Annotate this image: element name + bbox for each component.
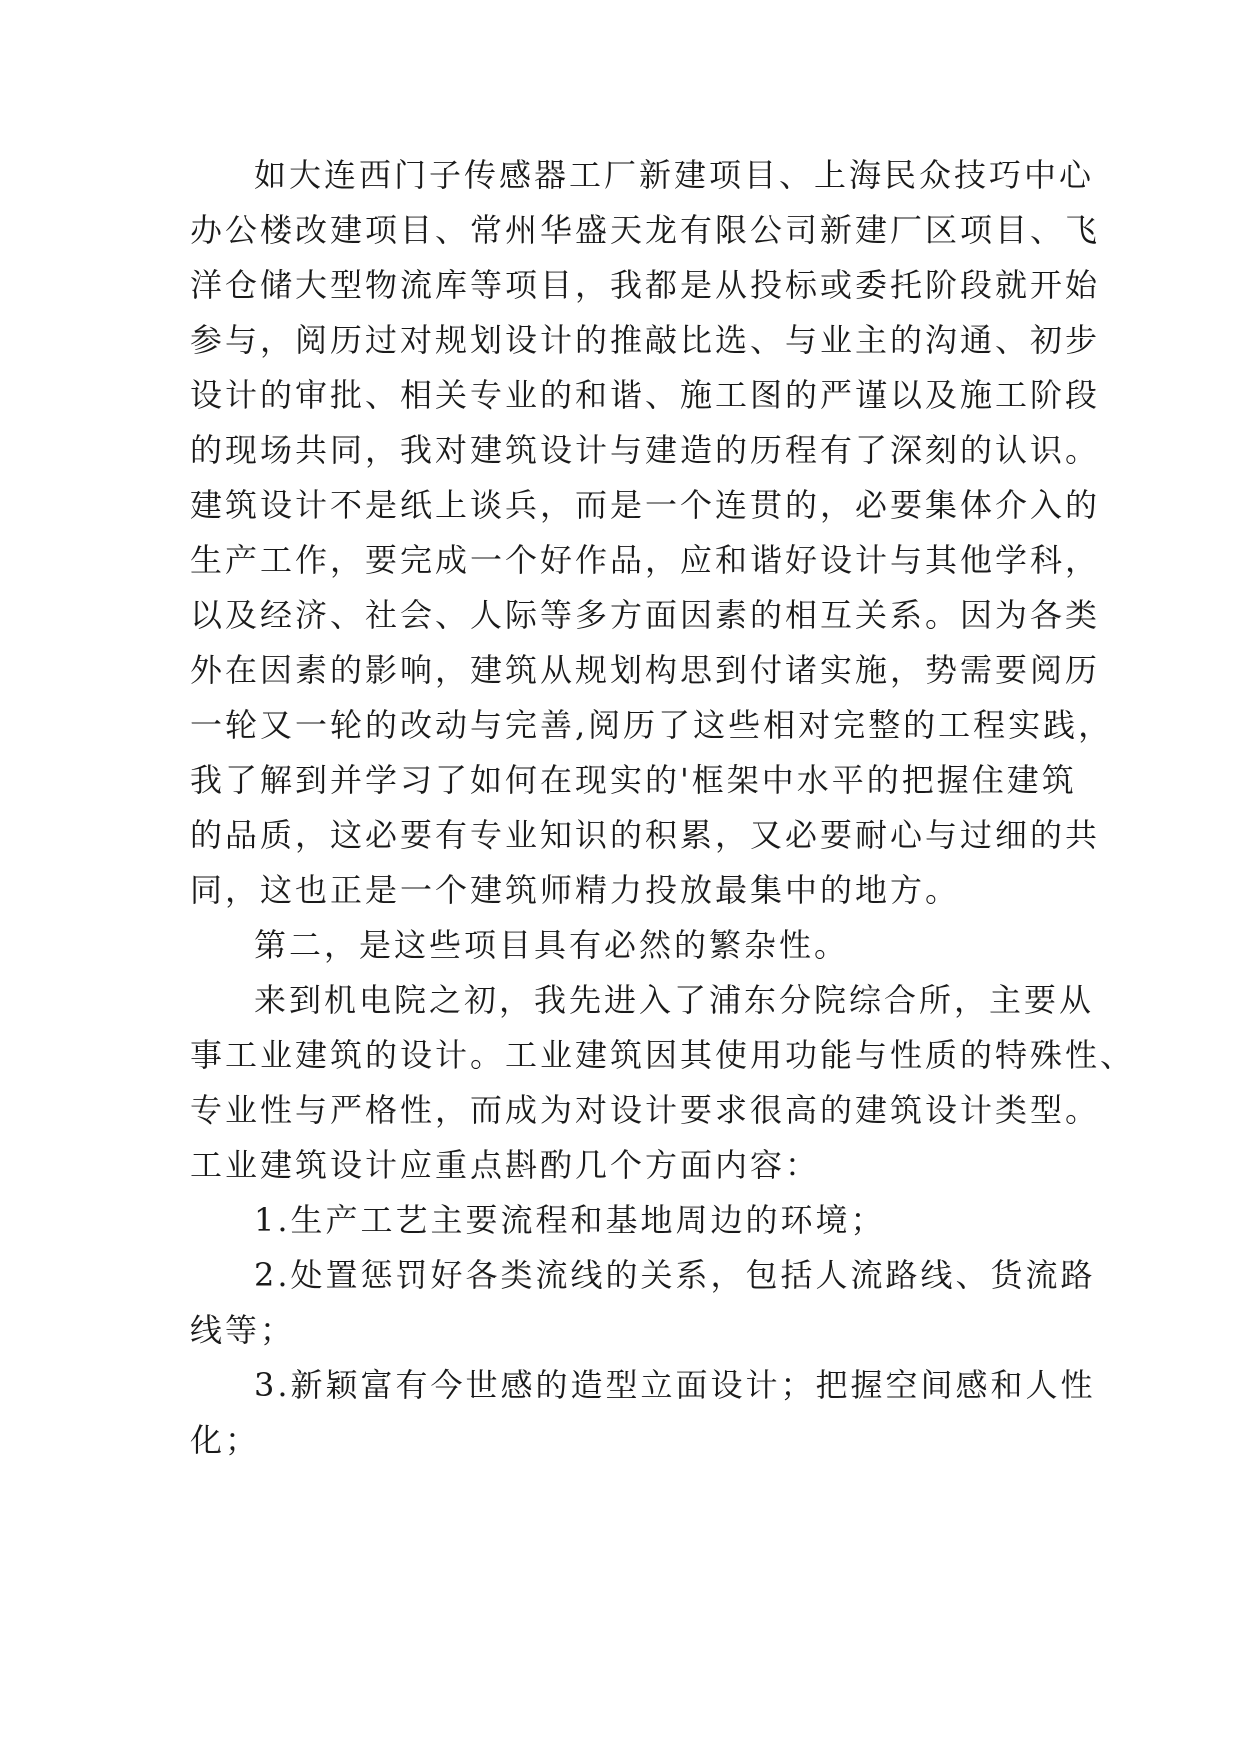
text-line: 生产工作，要完成一个好作品，应和谐好设计与其他学科， [190,541,1101,579]
text-line: 工业建筑设计应重点斟酌几个方面内容： [190,1146,821,1184]
text-line: 事工业建筑的设计。工业建筑因其使用功能与性质的特殊性、 [190,1036,1136,1074]
list-item-text: 3.新颖富有今世感的造型立面设计；把握空间感和人性 [254,1366,1096,1404]
text-line: 以及经济、社会、人际等多方面因素的相互关系。因为各类 [190,596,1101,634]
text-line: 专业性与严格性，而成为对设计要求很高的建筑设计类型。 [190,1091,1101,1129]
text-line: 如大连西门子传感器工厂新建项目、上海民众技巧中心 [254,156,1095,194]
text-line: 设计的审批、相关专业的和谐、施工图的严谨以及施工阶段 [190,376,1101,414]
text-line: 洋仓储大型物流库等项目，我都是从投标或委托阶段就开始 [190,266,1101,304]
list-item-text: 2.处置惩罚好各类流线的关系，包括人流路线、货流路 [254,1256,1096,1294]
text-line: 同，这也正是一个建筑师精力投放最集中的地方。 [190,871,961,909]
text-line: 的现场共同，我对建筑设计与建造的历程有了深刻的认识。 [190,431,1101,469]
text-line: 来到机电院之初，我先进入了浦东分院综合所，主要从 [254,981,1095,1019]
text-line: 办公楼改建项目、常州华盛天龙有限公司新建厂区项目、飞 [190,211,1101,249]
list-item-text: 线等； [190,1311,296,1349]
text-line: 第二，是这些项目具有必然的繁杂性。 [254,926,850,964]
list-item-text: 化； [190,1421,261,1459]
text-line: 参与，阅历过对规划设计的推敲比选、与业主的沟通、初步 [190,321,1101,359]
text-line: 建筑设计不是纸上谈兵，而是一个连贯的，必要集体介入的 [190,486,1101,524]
text-line: 外在因素的影响，建筑从规划构思到付诸实施，势需要阅历 [190,651,1101,689]
text-line: 一轮又一轮的改动与完善,阅历了这些相对完整的工程实践， [190,706,1114,744]
list-item-text: 1.生产工艺主要流程和基地周边的环境； [254,1201,886,1239]
text-line: 我了解到并学习了如何在现实的'框架中水平的把握住建筑 [190,761,1077,799]
text-line: 的品质，这必要有专业知识的积累，又必要耐心与过细的共 [190,816,1101,854]
